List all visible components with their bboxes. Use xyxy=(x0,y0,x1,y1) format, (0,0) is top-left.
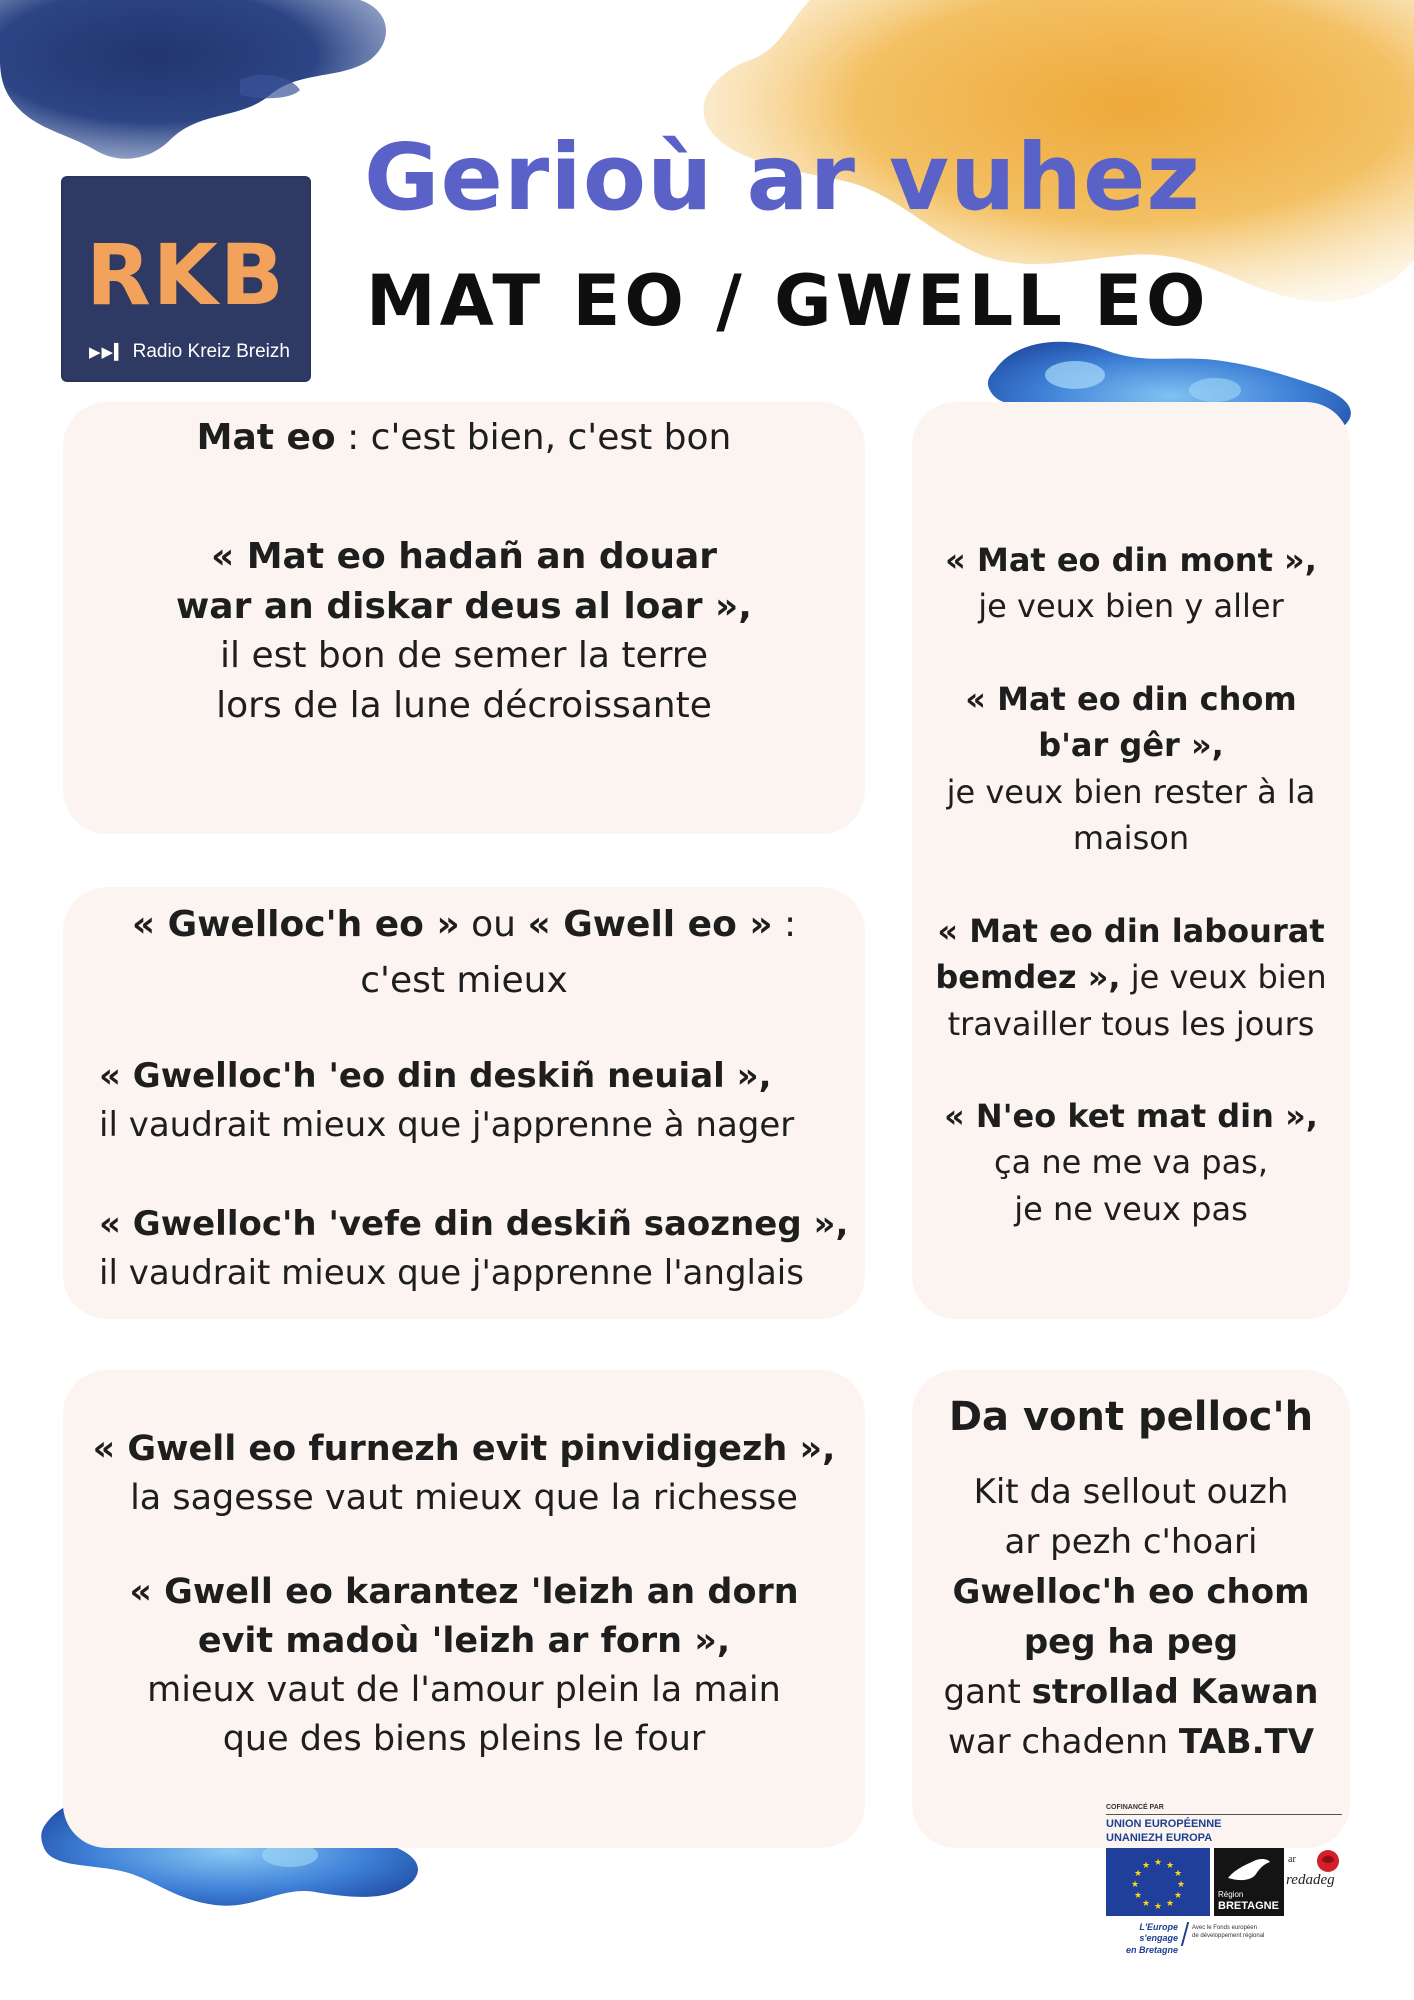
eu-flag-icon xyxy=(1106,1848,1210,1916)
breton-example-line: « Mat eo din labourat xyxy=(937,912,1325,950)
svg-text:★: ★ xyxy=(1165,1861,1175,1871)
breton-example-line: « N'eo ket mat din », xyxy=(944,1097,1318,1135)
logo-subtitle-text: Radio Kreiz Breizh xyxy=(132,341,290,362)
card-heading xyxy=(63,897,865,1009)
example-block xyxy=(63,532,865,731)
channel-name: TAB.TV xyxy=(1178,1721,1315,1762)
card-da-vont-pelloch xyxy=(912,1370,1350,1848)
page-subtitle: MAT EO / GWELL EO xyxy=(366,260,1210,342)
svg-text:★: ★ xyxy=(1173,1891,1183,1901)
breton-example-line: « Gwelloc'h 'eo din deskiñ neuial », xyxy=(99,1056,772,1096)
svg-text:★: ★ xyxy=(1153,1858,1163,1868)
redadeg-label: redadeg xyxy=(1286,1872,1335,1888)
french-translation-line: je veux bien rester à la xyxy=(946,772,1316,811)
engage-line: en Bretagne xyxy=(1125,1944,1178,1955)
example-block xyxy=(63,1425,865,1523)
french-translation-line: que des biens pleins le four xyxy=(222,1719,706,1759)
example-block xyxy=(99,1052,794,1151)
funding-logos xyxy=(1104,1804,1344,1954)
breton-example-line: « Mat eo din chom xyxy=(965,680,1297,718)
rkb-logo xyxy=(63,178,309,380)
french-translation-line: il vaudrait mieux que j'apprenne à nager xyxy=(99,1105,795,1146)
text-fragment: war chadenn xyxy=(947,1721,1179,1762)
region-name: BRETAGNE xyxy=(1218,1900,1279,1912)
svg-text:★: ★ xyxy=(1141,1861,1151,1871)
feder-line: de développement régional xyxy=(1192,1933,1265,1940)
breton-example-line: « Gwell eo karantez 'leizh an dorn xyxy=(129,1572,799,1612)
card-gwelloch-eo xyxy=(63,887,865,1319)
french-translation-line: je veux bien xyxy=(1120,958,1327,997)
french-translation-line: travailler tous les jours xyxy=(947,1004,1315,1043)
heading-term: « Gwell eo » xyxy=(527,904,773,945)
europe-engage-text xyxy=(1106,1922,1178,1956)
french-translation-line: il vaudrait mieux que j'apprenne l'anglais xyxy=(99,1253,804,1294)
card-heading xyxy=(63,414,865,463)
ermine-bird-icon xyxy=(1226,1856,1272,1886)
breton-example-line: war an diskar deus al loar », xyxy=(176,585,752,627)
show-title-line: peg ha peg xyxy=(1023,1621,1239,1662)
french-translation-line: la sagesse vaut mieux que la richesse xyxy=(130,1478,798,1518)
french-translation-line: lors de la lune décroissante xyxy=(216,685,712,727)
svg-text:★: ★ xyxy=(1165,1899,1175,1909)
french-translation-line: il est bon de semer la terre xyxy=(220,635,708,677)
breton-example-line: « Gwelloc'h 'vefe din deskiñ saozneg », xyxy=(99,1204,849,1244)
logo-subtitle xyxy=(89,341,290,363)
eu-name-br: UNANIEZH EUROPA xyxy=(1106,1832,1213,1844)
recommendation-text xyxy=(912,1468,1350,1768)
french-translation-line: je ne veux pas xyxy=(1014,1189,1248,1228)
play-forward-icon: ▶▶▍ xyxy=(89,344,127,361)
svg-text:★: ★ xyxy=(1130,1880,1140,1890)
french-translation-line: ça ne me va pas, xyxy=(993,1143,1269,1182)
example-block xyxy=(99,1200,848,1299)
svg-text:★: ★ xyxy=(1141,1899,1151,1909)
french-translation-line: je veux bien y aller xyxy=(978,587,1284,626)
breton-example-line: evit madoù 'leizh ar forn », xyxy=(197,1621,731,1661)
region-bretagne-logo xyxy=(1214,1848,1284,1916)
eu-name-fr: UNION EUROPÉENNE xyxy=(1106,1818,1222,1830)
card-gwell-eo xyxy=(63,1370,865,1848)
engage-divider xyxy=(1181,1922,1189,1946)
funding-rule xyxy=(1106,1814,1342,1815)
breton-example-line: « Mat eo hadañ an douar xyxy=(210,536,718,577)
svg-text:★: ★ xyxy=(1173,1869,1183,1879)
heading-connector: ou xyxy=(459,904,528,945)
show-title-line: Gwelloc'h eo chom xyxy=(952,1571,1310,1612)
example-block xyxy=(912,908,1350,1047)
svg-text:★: ★ xyxy=(1133,1891,1143,1901)
breton-example-line: « Mat eo din mont », xyxy=(945,541,1317,579)
page-title: Gerioù ar vuhez xyxy=(364,124,1201,231)
region-label: Région xyxy=(1218,1890,1244,1899)
french-translation-line: mieux vaut de l'amour plein la main xyxy=(147,1670,781,1710)
card-heading: Da vont pelloc'h xyxy=(948,1394,1314,1440)
svg-text:★: ★ xyxy=(1176,1880,1186,1890)
french-translation-line: maison xyxy=(1072,819,1190,858)
example-block xyxy=(912,537,1350,630)
text-fragment: gant xyxy=(943,1671,1032,1712)
logo-wordmark: RKB xyxy=(86,226,286,324)
heading-meaning: c'est mieux xyxy=(360,959,568,1001)
text-line: ar pezh c'hoari xyxy=(1004,1521,1258,1562)
svg-text:★: ★ xyxy=(1133,1869,1143,1879)
group-name: strollad Kawan xyxy=(1031,1671,1319,1712)
example-block xyxy=(912,1093,1350,1232)
text-line: Kit da sellout ouzh xyxy=(973,1472,1289,1512)
cofinance-label: COFINANCÉ PAR xyxy=(1106,1804,1164,1811)
feder-text xyxy=(1192,1924,1264,1941)
breton-example-line: « Gwell eo furnezh evit pinvidigezh », xyxy=(92,1429,836,1469)
svg-text:★: ★ xyxy=(1153,1902,1163,1912)
engage-line: L'Europe s'engage xyxy=(1139,1922,1178,1944)
heading-term: « Gwelloc'h eo » xyxy=(131,904,460,945)
heading-colon: : xyxy=(772,904,797,945)
redadeg-label-small: ar xyxy=(1288,1854,1296,1865)
heading-definition: : c'est bien, c'est bon xyxy=(335,417,732,458)
heading-term: Mat eo xyxy=(196,417,336,458)
navy-watercolor-splash xyxy=(0,0,400,170)
feder-line: Avec le Fonds européen xyxy=(1192,1925,1257,1931)
example-block xyxy=(63,1568,865,1764)
breton-example-line: bemdez », xyxy=(935,958,1121,997)
redadeg-logo xyxy=(1286,1848,1344,1916)
example-block xyxy=(912,676,1350,862)
card-mat-eo xyxy=(63,402,865,834)
card-mat-eo-din xyxy=(912,402,1350,1319)
breton-example-line: b'ar gêr », xyxy=(1038,726,1224,765)
